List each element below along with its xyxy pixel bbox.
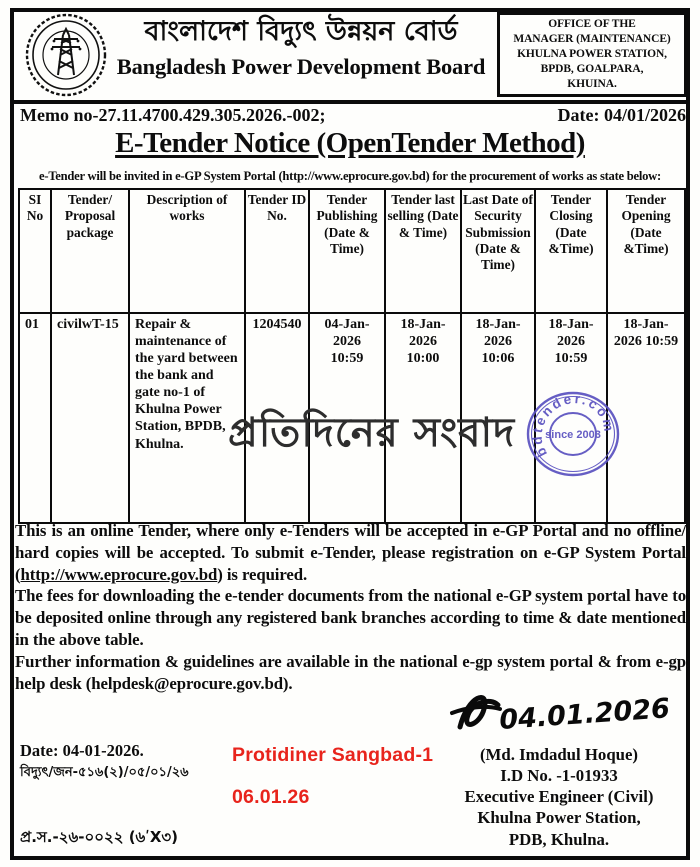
paragraph-online-tender: This is an online Tender, where only e-Tenders will be accepted in e-GP Portal and no offline/ hard copies will be accepted. To submit e-Tender, please registration on e-GP System Portal (http://www.eprocure.gov.bd) is required.	[15, 521, 686, 584]
bdtender-stamp-icon	[517, 379, 629, 491]
publication-name: Protidiner Sangbad-1	[232, 744, 434, 766]
org-title-bangla: বাংলাদেশ বিদ্যুৎ উন্নয়ন বোর্ড	[144, 16, 458, 47]
paragraph-further-info: Further information & guidelines are available in the national e-gp system portal & from e-gp help desk (helpdesk@eprocure.gov.bd).	[15, 651, 686, 693]
office-line: BPDB, GOALPARA,	[540, 62, 644, 75]
col-opening: Tender Opening (Date &Time)	[607, 189, 685, 313]
memo-date: Date: 04/01/2026	[557, 105, 686, 125]
svg-text:bdtender.com: bdtender.com	[529, 391, 617, 460]
office-line: KHUINA.	[567, 77, 617, 90]
signatory-org: PDB, Khulna.	[508, 829, 610, 849]
notice-intro: e-Tender will be invited in e-GP System Portal (http://www.eprocure.gov.bd) for the procurement of works as state below:	[39, 169, 661, 183]
org-title-english: Bangladesh Power Development Board	[116, 53, 486, 79]
cell-tender-id: 1204540	[245, 313, 309, 523]
cell-security-submission: 18-Jan-2026 10:06	[461, 313, 535, 523]
header-divider	[14, 100, 686, 104]
eprocure-link[interactable]: http://www.eprocure.gov.bd	[20, 564, 218, 584]
signatory-id: I.D No. -1-01933	[500, 766, 618, 786]
col-package: Tender/ Proposal package	[51, 189, 129, 313]
col-publishing: Tender Publishing (Date & Time)	[309, 189, 385, 313]
col-sl-no: SI No	[19, 189, 51, 313]
office-line: OFFICE OF THE	[548, 18, 636, 31]
notice-body	[15, 520, 686, 695]
memo-number: Memo no-27.11.4700.429.305.2026.-002;	[20, 105, 326, 125]
office-address-box	[497, 12, 687, 97]
office-line: MANAGER (MAINTENANCE)	[513, 33, 671, 46]
signatory-name: (Md. Imdadul Hoque)	[479, 745, 639, 764]
footer-date: Date: 04-01-2026.	[20, 741, 144, 760]
cell-sl-no: 01	[19, 313, 51, 523]
footer-press-code: প্র.স.-২৬-০০২২ (৬ʹX৩)	[20, 828, 179, 846]
col-description: Description of works	[129, 189, 245, 313]
publication-note	[232, 744, 433, 809]
cell-publishing: 04-Jan-2026 10:59	[309, 313, 385, 523]
col-closing: Tender Closing (Date &Time)	[535, 189, 607, 313]
bpdb-seal-icon	[24, 13, 108, 97]
handwritten-signature-icon	[438, 683, 688, 745]
cell-description: Repair & maintenance of the yard between the bank and gate no-1 of Khulna Power Station, BPDB, Khulna.	[129, 313, 245, 523]
office-line: KHULNA POWER STATION,	[517, 48, 667, 61]
signatory-block	[430, 744, 688, 850]
cell-package: civilwT-15	[51, 313, 129, 523]
cell-opening: 18-Jan-2026 10:59	[607, 313, 685, 523]
notice-title: E-Tender Notice (OpenTender Method)	[115, 127, 585, 159]
signature-date: 04.01.2026	[498, 693, 671, 736]
publication-date: 06.01.26	[232, 786, 310, 808]
cell-closing: 18-Jan-2026 10:59	[535, 313, 607, 523]
col-security-submission: Last Date of Security Submission (Date & Time)	[461, 189, 535, 313]
signatory-designation: Executive Engineer (Civil)	[464, 787, 654, 807]
table-header-row	[19, 189, 685, 313]
paragraph-fees: The fees for downloading the e-tender documents from the national e-GP system portal have to be deposited online through any registered bank branches according to time & date mentioned in the above table.	[15, 586, 686, 650]
svg-text:since 2003: since 2003	[545, 429, 601, 441]
cell-last-selling: 18-Jan-2026 10:00	[385, 313, 461, 523]
signatory-station: Khulna Power Station,	[477, 808, 641, 828]
col-last-selling: Tender last selling (Date & Time)	[385, 189, 461, 313]
newspaper-watermark: প্রতিদিনের সবাদ	[228, 410, 516, 456]
col-tender-id: Tender ID No.	[245, 189, 309, 313]
footer-reference-bangla: বিদ্যুৎ/জন-৫১৬(২)/০৫/০১/২৬	[20, 765, 189, 780]
